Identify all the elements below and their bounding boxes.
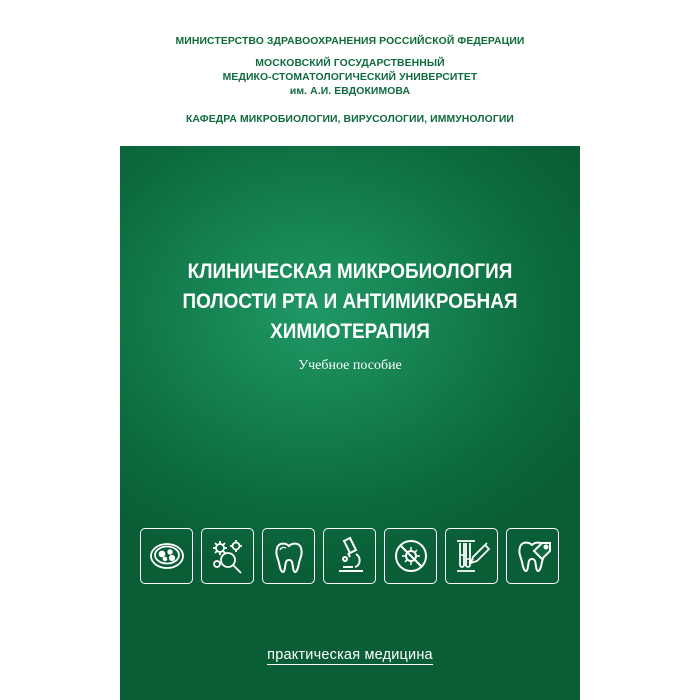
university-line-3: им. А.И. ЕВДОКИМОВА — [289, 86, 411, 97]
publisher-name: практическая медицина — [267, 647, 433, 663]
petri-dish-icon — [140, 528, 193, 584]
publisher — [120, 646, 580, 665]
university-line-1: МОСКОВСКИЙ ГОСУДАРСТВЕННЫЙ — [255, 58, 445, 69]
title-line-1: КЛИНИЧЕСКАЯ МИКРОБИОЛОГИЯ — [187, 259, 513, 283]
tooth-tag-icon — [506, 528, 559, 584]
book-title — [148, 256, 553, 346]
green-panel — [120, 146, 580, 700]
bacteria-magnifier-icon — [201, 528, 254, 584]
icon-row — [140, 528, 563, 586]
ministry-line: МИНИСТЕРСТВО ЗДРАВООХРАНЕНИЯ РОССИЙСКОЙ ФЕДЕРАЦИИ — [175, 36, 525, 47]
no-virus-icon — [384, 528, 437, 584]
tooth-icon — [262, 528, 315, 584]
title-line-3: ХИМИОТЕРАПИЯ — [270, 319, 430, 343]
microscope-icon — [323, 528, 376, 584]
book-cover — [120, 0, 580, 700]
university-line-2: МЕДИКО-СТОМАТОЛОГИЧЕСКИЙ УНИВЕРСИТЕТ — [222, 72, 478, 83]
cover-header — [120, 0, 580, 146]
title-line-2: ПОЛОСТИ РТА И АНТИМИКРОБНАЯ — [182, 289, 518, 313]
book-subtitle: Учебное пособие — [298, 358, 402, 373]
test-tubes-syringe-icon — [445, 528, 498, 584]
department-line: КАФЕДРА МИКРОБИОЛОГИИ, ВИРУСОЛОГИИ, ИММУНОЛОГИИ — [185, 114, 514, 125]
